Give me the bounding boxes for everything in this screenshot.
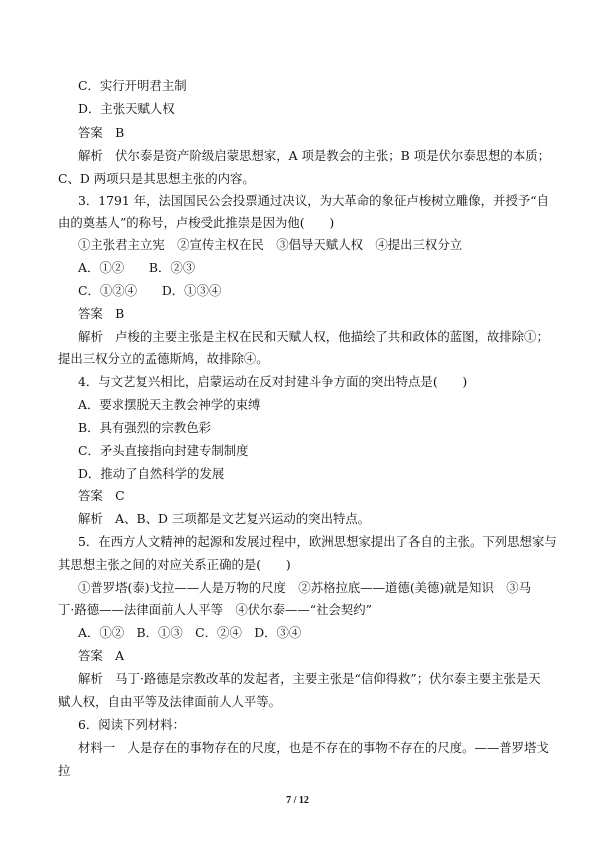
option-c: C．实行开明君主制 bbox=[78, 78, 187, 93]
option-d: D．推动了自然科学的发展 bbox=[78, 466, 225, 481]
option-c: C．矛头直接指向封建专制制度 bbox=[78, 443, 249, 458]
question-3-statements: ①主张君主立宪 ②宣传主权在民 ③倡导天赋人权 ④提出三权分立 bbox=[78, 237, 463, 252]
analysis: 解析 马丁·路德是宗教改革的发起者，主要主张是“信仰得救”；伏尔泰主要主张是天 bbox=[78, 671, 541, 686]
answer: 答案 A bbox=[78, 648, 125, 663]
options-cd: C．①②④ D．①③④ bbox=[78, 283, 222, 298]
options-abcd: A．①② B．①③ C．②④ D．③④ bbox=[78, 625, 302, 640]
question-3: 3．1791 年，法国国民公会投票通过决议，为大革命的象征卢梭树立雕像，并授予“自 bbox=[78, 193, 549, 208]
question-5-statements-cont: 丁·路德——法律面前人人平等 ④伏尔泰——“社会契约” bbox=[58, 602, 372, 617]
question-5: 5．在西方人文精神的起源和发展过程中，欧洲思想家提出了各自的主张。下列思想家与 bbox=[78, 534, 557, 549]
question-5-cont: 其思想主张之间的对应关系正确的是( ) bbox=[58, 557, 291, 572]
material-1-cont: 拉 bbox=[58, 763, 71, 778]
answer: 答案 B bbox=[78, 306, 125, 321]
option-a: A．要求摆脱天主教会神学的束缚 bbox=[78, 397, 261, 412]
analysis-cont: 赋人权，自由平等及法律面前人人平等。 bbox=[58, 694, 282, 709]
analysis-cont: 提出三权分立的孟德斯鸠，故排除④。 bbox=[58, 351, 269, 366]
option-b: B．具有强烈的宗教色彩 bbox=[78, 420, 212, 435]
answer: 答案 C bbox=[78, 488, 125, 503]
analysis: 解析 A、B、D 三项都是文艺复兴运动的突出特点。 bbox=[78, 511, 371, 526]
option-d: D．主张天赋人权 bbox=[78, 101, 175, 116]
material-1: 材料一 人是存在的事物存在的尺度，也是不存在的事物不存在的尺度。——普罗塔戈 bbox=[78, 740, 549, 755]
options-ab: A．①② B．②③ bbox=[78, 260, 196, 275]
question-6: 6．阅读下列材料： bbox=[78, 717, 186, 732]
question-4: 4．与文艺复兴相比，启蒙运动在反对封建斗争方面的突出特点是( ) bbox=[78, 374, 468, 389]
answer: 答案 B bbox=[78, 125, 125, 140]
analysis-cont: C、D 两项只是其思想主张的内容。 bbox=[58, 171, 255, 186]
analysis: 解析 卢梭的主要主张是主权在民和天赋人权，他描绘了共和政体的蓝图，故排除①； bbox=[78, 329, 549, 344]
question-3-cont: 由的奠基人”的称号，卢梭受此推崇是因为他( ) bbox=[58, 215, 335, 230]
page-number: 7 / 12 bbox=[286, 795, 309, 806]
question-5-statements: ①普罗塔(泰)戈拉——人是万物的尺度 ②苏格拉底——道德(美德)就是知识 ③马 bbox=[78, 580, 532, 595]
analysis: 解析 伏尔泰是资产阶级启蒙思想家，A 项是教会的主张；B 项是伏尔泰思想的本质； bbox=[78, 148, 550, 163]
